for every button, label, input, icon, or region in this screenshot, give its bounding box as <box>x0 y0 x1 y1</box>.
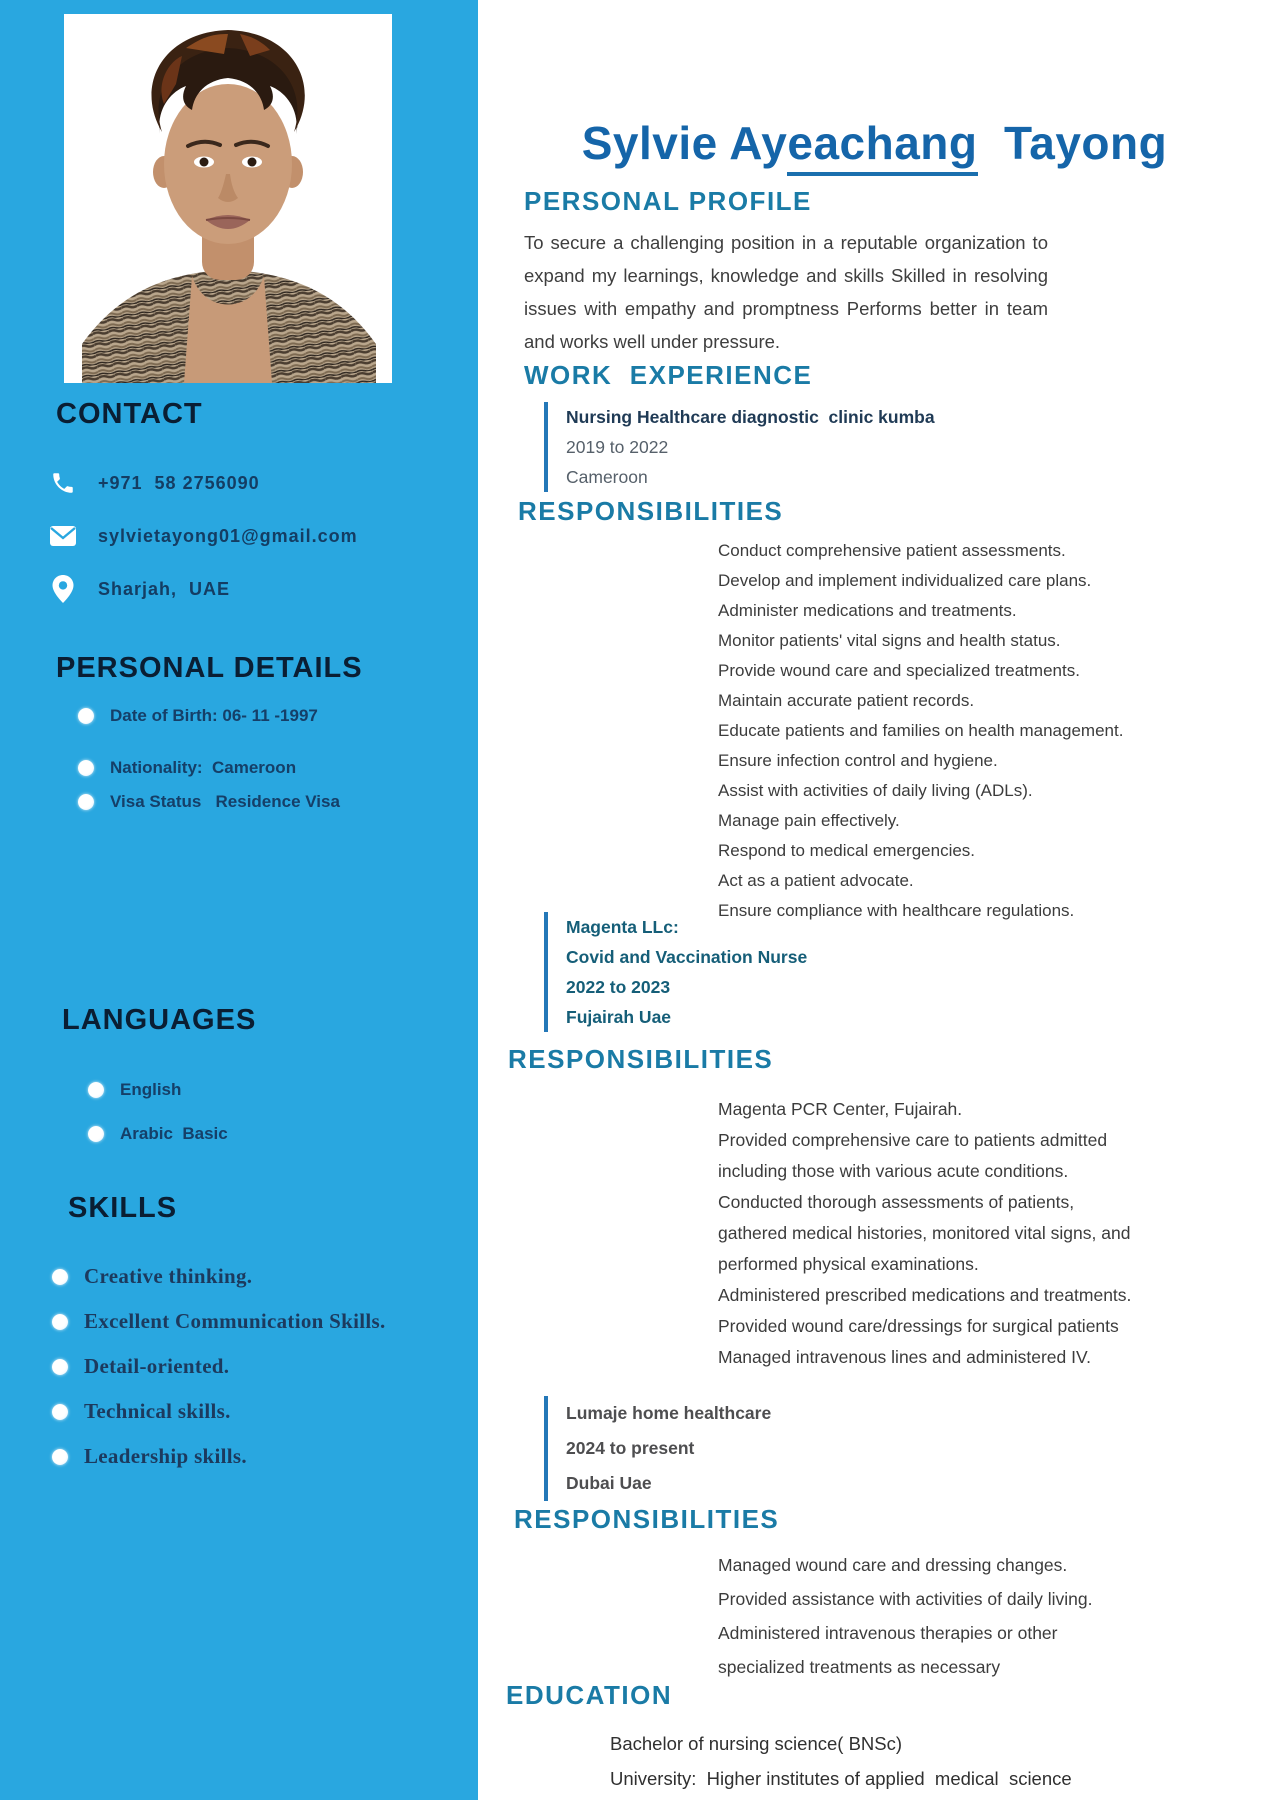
name-prefix: Sylvie Ay <box>581 117 788 169</box>
responsibility-line: gathered medical histories, monitored vital signs, and <box>718 1223 1131 1243</box>
responsibility-line: Maintain accurate patient records. <box>718 691 975 710</box>
responsibility-line: Conducted thorough assessments of patients, <box>718 1192 1075 1212</box>
responsibility-line: Respond to medical emergencies. <box>718 841 976 860</box>
contact-list <box>48 468 358 604</box>
contact-email-row <box>48 521 358 551</box>
skills-list <box>52 1264 386 1469</box>
skill-item <box>52 1309 386 1334</box>
responsibility-line: Administered prescribed medications and treatments. <box>718 1285 1132 1305</box>
bullet-icon <box>52 1269 68 1285</box>
job2-location: Fujairah Uae <box>566 1007 672 1027</box>
main-column <box>478 0 1272 1800</box>
education-heading: EDUCATION <box>506 1680 673 1710</box>
portrait-illustration <box>64 14 392 383</box>
job3-period: 2024 to present <box>566 1438 695 1458</box>
contact-heading: CONTACT <box>56 398 203 430</box>
languages-list <box>88 1080 228 1144</box>
profile-photo <box>64 14 392 383</box>
skill-item <box>52 1444 386 1469</box>
responsibility-line: performed physical examinations. <box>718 1254 979 1274</box>
responsibilities-heading-1: RESPONSIBILITIES <box>518 496 784 526</box>
skill-item <box>52 1264 386 1289</box>
contact-location-row <box>48 574 358 604</box>
skill-text: Excellent Communication Skills. <box>84 1309 386 1333</box>
personal-profile-text: To secure a challenging position in a reputable organization to expand my learnings, knowledge and skills Skilled in resolving issues with empathy and promptness Performs better in team and works well under pressure. <box>524 232 1048 352</box>
responsibility-line: including those with various acute conditions. <box>718 1161 1069 1181</box>
personal-details-list <box>78 706 340 826</box>
education-line: University: Higher institutes of applied medical science <box>610 1768 1072 1789</box>
responsibilities-list-2 <box>718 1094 1131 1373</box>
contact-email-text: sylvietayong01@gmail.com <box>98 525 358 546</box>
bullet-icon <box>52 1359 68 1375</box>
language-item <box>88 1124 228 1144</box>
responsibility-line: Ensure infection control and hygiene. <box>718 751 998 770</box>
bullet-icon <box>78 708 94 724</box>
responsibility-line: Administer medications and treatments. <box>718 601 1017 620</box>
bullet-icon <box>88 1082 104 1098</box>
education-line: Bachelor of nursing science( BNSc) <box>610 1733 903 1754</box>
job2-role: Covid and Vaccination Nurse <box>566 947 808 967</box>
personal-details-heading: PERSONAL DETAILS <box>56 652 363 684</box>
bullet-icon <box>52 1449 68 1465</box>
skill-item <box>52 1354 386 1379</box>
language-text: English <box>120 1080 182 1099</box>
job2-company: Magenta LLc: <box>566 917 679 937</box>
responsibility-line: Provided comprehensive care to patients admitted <box>718 1130 1108 1150</box>
bullet-icon <box>88 1126 104 1142</box>
personal-detail-item <box>78 758 340 778</box>
job3-company: Lumaje home healthcare <box>566 1403 772 1423</box>
location-pin-icon <box>48 574 78 604</box>
responsibilities-heading-2: RESPONSIBILITIES <box>508 1044 774 1074</box>
skill-item <box>52 1399 386 1424</box>
responsibility-line: Assist with activities of daily living (ADLs). <box>718 781 1033 800</box>
responsibility-line: Educate patients and families on health management. <box>718 721 1124 740</box>
responsibility-line: Ensure compliance with healthcare regulations. <box>718 901 1075 920</box>
responsibility-line: Provided wound care/dressings for surgical patients <box>718 1316 1119 1336</box>
responsibility-line: Magenta PCR Center, Fujairah. <box>718 1099 963 1119</box>
contact-location-text: Sharjah, UAE <box>98 578 231 599</box>
skills-heading: SKILLS <box>68 1192 178 1224</box>
bullet-icon <box>52 1314 68 1330</box>
language-item <box>88 1080 228 1100</box>
responsibilities-list-1 <box>718 536 1123 926</box>
job-entry-3 <box>544 1396 771 1501</box>
job3-location: Dubai Uae <box>566 1473 652 1493</box>
responsibility-line: Conduct comprehensive patient assessments. <box>718 541 1066 560</box>
bullet-icon <box>52 1404 68 1420</box>
responsibility-line: Monitor patients' vital signs and health status. <box>718 631 1061 650</box>
skill-text: Leadership skills. <box>84 1444 247 1468</box>
sidebar <box>0 0 478 1800</box>
job1-company: Nursing Healthcare diagnostic clinic kumba <box>566 407 935 427</box>
personal-detail-item <box>78 792 340 812</box>
language-text: Arabic Basic <box>120 1124 228 1143</box>
personal-detail-text: Date of Birth: 06- 11 -1997 <box>110 706 318 725</box>
work-experience-heading: WORK EXPERIENCE <box>524 360 813 390</box>
responsibility-line: Develop and implement individualized care plans. <box>718 571 1092 590</box>
name-underline: eachang <box>787 117 977 176</box>
job-entry-2 <box>544 912 807 1032</box>
name-suffix: Tayong <box>977 117 1168 169</box>
personal-detail-item <box>78 706 340 726</box>
bullet-icon <box>78 760 94 776</box>
job1-period: 2019 to 2022 <box>566 437 669 457</box>
email-icon <box>48 521 78 551</box>
personal-profile-heading: PERSONAL PROFILE <box>524 186 812 216</box>
responsibility-line: Manage pain effectively. <box>718 811 900 830</box>
personal-detail-text: Nationality: Cameroon <box>110 758 297 777</box>
responsibility-line: Managed wound care and dressing changes. <box>718 1555 1068 1575</box>
languages-heading: LANGUAGES <box>62 1004 257 1036</box>
job2-period: 2022 to 2023 <box>566 977 671 997</box>
responsibilities-heading-3: RESPONSIBILITIES <box>514 1504 780 1534</box>
responsibility-line: Managed intravenous lines and administered IV. <box>718 1347 1091 1367</box>
education-lines <box>610 1726 1072 1796</box>
personal-detail-text: Visa Status Residence Visa <box>110 792 340 811</box>
contact-phone-text: +971 58 2756090 <box>98 472 260 493</box>
skill-text: Creative thinking. <box>84 1264 253 1288</box>
contact-phone-row <box>48 468 358 498</box>
phone-icon <box>48 468 78 498</box>
responsibilities-list-3 <box>718 1548 1092 1684</box>
responsibility-line: Administered intravenous therapies or other <box>718 1623 1058 1643</box>
responsibility-line: Act as a patient advocate. <box>718 871 914 890</box>
job1-location: Cameroon <box>566 467 648 487</box>
responsibility-line: Provided assistance with activities of daily living. <box>718 1589 1093 1609</box>
responsibility-line: Provide wound care and specialized treatments. <box>718 661 1080 680</box>
skill-text: Detail-oriented. <box>84 1354 230 1378</box>
responsibility-line: specialized treatments as necessary <box>718 1657 1001 1677</box>
skill-text: Technical skills. <box>84 1399 231 1423</box>
bullet-icon <box>78 794 94 810</box>
job-entry-1 <box>544 402 935 492</box>
